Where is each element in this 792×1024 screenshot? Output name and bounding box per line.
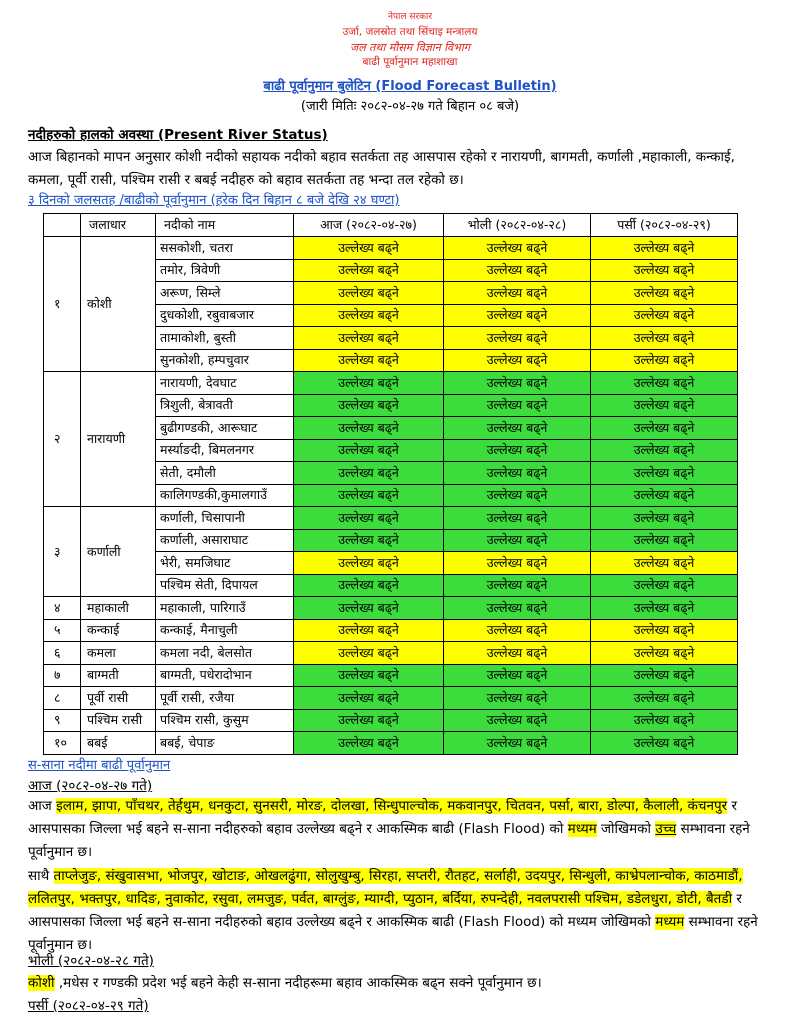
basin-name-cell: कन्काई — [81, 619, 156, 642]
basin-number-cell: ३ — [44, 507, 81, 597]
today-forecast-paragraph-1 — [28, 795, 770, 865]
river-station-cell: सुनकोशी, हम्पचुवार — [156, 349, 294, 372]
table-row — [44, 732, 738, 755]
forecast-cell-day-after: उल्लेख्य बढ्ने — [591, 282, 738, 305]
tomorrow-label: भोली (२०८२-०४-२८ गते) — [28, 953, 154, 969]
highlighted-text: कोशी — [28, 975, 55, 991]
river-station-cell: तमोर, त्रिवेणी — [156, 259, 294, 282]
forecast-cell-tomorrow: उल्लेख्य बढ्ने — [444, 349, 591, 372]
table-row — [44, 507, 738, 530]
forecast-cell-tomorrow: उल्लेख्य बढ्ने — [444, 259, 591, 282]
tomorrow-forecast-paragraph — [28, 972, 770, 995]
basin-number-cell: १० — [44, 732, 81, 755]
today-label: आज (२०८२-०४-२७ गते) — [28, 778, 153, 794]
forecast-cell-tomorrow: उल्लेख्य बढ्ने — [444, 574, 591, 597]
forecast-cell-today: उल्लेख्य बढ्ने — [294, 552, 444, 575]
table-row — [44, 597, 738, 620]
river-station-cell: कर्णाली, चिसापानी — [156, 507, 294, 530]
paragraph-text: आज — [28, 798, 57, 814]
forecast-cell-tomorrow: उल्लेख्य बढ्ने — [444, 282, 591, 305]
basin-name-cell: कर्णाली — [81, 507, 156, 597]
forecast-cell-today: उल्लेख्य बढ्ने — [294, 687, 444, 710]
river-station-cell: कर्णाली, असाराघाट — [156, 529, 294, 552]
forecast-cell-tomorrow: उल्लेख्य बढ्ने — [444, 709, 591, 732]
basin-number-cell: ४ — [44, 597, 81, 620]
today-forecast-paragraph-2 — [28, 865, 770, 957]
basin-name-cell: नारायणी — [81, 372, 156, 507]
basin-name-cell: कमला — [81, 642, 156, 665]
river-station-cell: कन्काई, मैनाचुली — [156, 619, 294, 642]
department-name: जल तथा मौसम विज्ञान विभाग — [350, 41, 470, 54]
basin-number-cell: १ — [44, 237, 81, 372]
forecast-cell-today: उल्लेख्य बढ्ने — [294, 259, 444, 282]
forecast-cell-tomorrow: उल्लेख्य बढ्ने — [444, 237, 591, 260]
forecast-cell-tomorrow: उल्लेख्य बढ्ने — [444, 664, 591, 687]
forecast-cell-tomorrow: उल्लेख्य बढ्ने — [444, 484, 591, 507]
river-station-cell: पश्चिम सेती, दिपायल — [156, 574, 294, 597]
table-row — [44, 237, 738, 260]
forecast-cell-tomorrow: उल्लेख्य बढ्ने — [444, 462, 591, 485]
column-header-today: आज (२०८२-०४-२७) — [294, 214, 444, 237]
table-row — [44, 372, 738, 395]
river-station-cell: पूर्वी रासी, रजैया — [156, 687, 294, 710]
column-header-number — [44, 214, 81, 237]
forecast-table-body — [44, 237, 738, 755]
forecast-cell-today: उल्लेख्य बढ्ने — [294, 529, 444, 552]
river-station-cell: त्रिशुली, बेत्रावती — [156, 394, 294, 417]
forecast-cell-today: उल्लेख्य बढ्ने — [294, 417, 444, 440]
column-header-tomorrow: भोली (२०८२-०४-२८) — [444, 214, 591, 237]
forecast-cell-tomorrow: उल्लेख्य बढ्ने — [444, 552, 591, 575]
forecast-cell-today: उल्लेख्य बढ्ने — [294, 349, 444, 372]
forecast-cell-day-after: उल्लेख्य बढ्ने — [591, 709, 738, 732]
forecast-cell-day-after: उल्लेख्य बढ्ने — [591, 529, 738, 552]
river-station-cell: तामाकोशी, बुस्ती — [156, 327, 294, 350]
paragraph-text: सम्भावना रहने पूर्वानुमान छ। — [28, 914, 758, 953]
paragraph-text: र आसपासका जिल्ला भई बहने स-साना नदीहरुको बहाव उल्लेख्य बढ्ने र आकस्मिक बाढी (Flash Flood) को — [28, 798, 737, 837]
river-station-cell: कालिगण्डकी,कुमालगाउँ — [156, 484, 294, 507]
issue-date: (जारी मितिः २०८२-०४-२७ गते बिहान ०८ बजे) — [300, 99, 520, 114]
table-header-row — [44, 214, 738, 237]
forecast-cell-today: उल्लेख्य बढ्ने — [294, 484, 444, 507]
paragraph-text: जोखिमको — [596, 821, 656, 837]
highlighted-text: मध्यम — [655, 914, 685, 930]
small-rivers-heading: स-साना नदीमा बाढी पूर्वानुमान — [28, 758, 171, 773]
forecast-cell-tomorrow: उल्लेख्य बढ्ने — [444, 597, 591, 620]
forecast-cell-day-after: उल्लेख्य बढ्ने — [591, 507, 738, 530]
forecast-cell-tomorrow: उल्लेख्य बढ्ने — [444, 619, 591, 642]
forecast-cell-tomorrow: उल्लेख्य बढ्ने — [444, 642, 591, 665]
forecast-cell-day-after: उल्लेख्य बढ्ने — [591, 574, 738, 597]
forecast-cell-day-after: उल्लेख्य बढ्ने — [591, 642, 738, 665]
river-station-cell: दुधकोशी, रबुवाबजार — [156, 304, 294, 327]
river-station-cell: पश्चिम रासी, कुसुम — [156, 709, 294, 732]
forecast-cell-day-after: उल्लेख्य बढ्ने — [591, 349, 738, 372]
government-name: नेपाल सरकार — [387, 12, 433, 22]
forecast-cell-day-after: उल्लेख्य बढ्ने — [591, 327, 738, 350]
basin-name-cell: महाकाली — [81, 597, 156, 620]
basin-number-cell: ८ — [44, 687, 81, 710]
forecast-cell-day-after: उल्लेख्य बढ्ने — [591, 259, 738, 282]
highlighted-text: उच्च — [655, 821, 677, 837]
basin-name-cell: कोशी — [81, 237, 156, 372]
forecast-cell-tomorrow: उल्लेख्य बढ्ने — [444, 372, 591, 395]
column-header-river: नदीको नाम — [156, 214, 294, 237]
basin-number-cell: ५ — [44, 619, 81, 642]
forecast-cell-day-after: उल्लेख्य बढ्ने — [591, 394, 738, 417]
present-status-heading: नदीहरुको हालको अवस्था (Present River Status) — [28, 127, 328, 143]
forecast-cell-day-after: उल्लेख्य बढ्ने — [591, 664, 738, 687]
forecast-cell-today: उल्लेख्य बढ्ने — [294, 664, 444, 687]
river-station-cell: मर्स्याङदी, बिमलनगर — [156, 439, 294, 462]
forecast-cell-today: उल्लेख्य बढ्ने — [294, 237, 444, 260]
highlighted-text: मध्यम — [567, 821, 597, 837]
forecast-cell-today: उल्लेख्य बढ्ने — [294, 282, 444, 305]
forecast-cell-today: उल्लेख्य बढ्ने — [294, 574, 444, 597]
table-row — [44, 619, 738, 642]
forecast-cell-day-after: उल्लेख्य बढ्ने — [591, 552, 738, 575]
day-after-label: पर्सी (२०८२-०४-२९ गते) — [28, 998, 149, 1014]
forecast-cell-day-after: उल्लेख्य बढ्ने — [591, 417, 738, 440]
division-name: बाढी पूर्वानुमान महाशाखा — [362, 56, 458, 68]
forecast-cell-today: उल्लेख्य बढ्ने — [294, 642, 444, 665]
river-station-cell: कमला नदी, बेलसोत — [156, 642, 294, 665]
river-station-cell: सेती, दमौली — [156, 462, 294, 485]
forecast-cell-tomorrow: उल्लेख्य बढ्ने — [444, 687, 591, 710]
basin-number-cell: २ — [44, 372, 81, 507]
forecast-cell-today: उल्लेख्य बढ्ने — [294, 304, 444, 327]
basin-number-cell: ६ — [44, 642, 81, 665]
forecast-cell-tomorrow: उल्लेख्य बढ्ने — [444, 732, 591, 755]
forecast-cell-day-after: उल्लेख्य बढ्ने — [591, 439, 738, 462]
paragraph-text: ,मधेस र गण्डकी प्रदेश भई बहने केही स-साना नदीहरूमा बहाव आकस्मिक बढ्न सक्ने पूर्वानुमान छ। — [54, 975, 542, 991]
forecast-cell-tomorrow: उल्लेख्य बढ्ने — [444, 439, 591, 462]
forecast-cell-tomorrow: उल्लेख्य बढ्ने — [444, 327, 591, 350]
paragraph-text: साथै — [28, 868, 54, 884]
forecast-cell-day-after: उल्लेख्य बढ्ने — [591, 372, 738, 395]
basin-name-cell: पूर्वी रासी — [81, 687, 156, 710]
forecast-cell-day-after: उल्लेख्य बढ्ने — [591, 619, 738, 642]
basin-name-cell: पश्चिम रासी — [81, 709, 156, 732]
forecast-cell-today: उल्लेख्य बढ्ने — [294, 597, 444, 620]
forecast-cell-day-after: उल्लेख्य बढ्ने — [591, 484, 738, 507]
basin-name-cell: बाग्मती — [81, 664, 156, 687]
table-row — [44, 709, 738, 732]
river-station-cell: भेरी, समजिघाट — [156, 552, 294, 575]
letterhead — [30, 10, 790, 70]
three-day-forecast-heading: ३ दिनको जलसतह /बाढीको पूर्वानुमान (हरेक दिन बिहान ८ बजे देखि २४ घण्टा) — [28, 193, 400, 208]
forecast-cell-today: उल्लेख्य बढ्ने — [294, 732, 444, 755]
paragraph-text: सम्भावना रहने पूर्वानुमान छ। — [28, 821, 750, 860]
river-forecast-table — [43, 213, 738, 755]
forecast-cell-day-after: उल्लेख्य बढ्ने — [591, 237, 738, 260]
forecast-cell-today: उल्लेख्य बढ्ने — [294, 709, 444, 732]
river-station-cell: बुढीगण्डकी, आरूघाट — [156, 417, 294, 440]
river-station-cell: अरूण, सिम्ले — [156, 282, 294, 305]
forecast-cell-tomorrow: उल्लेख्य बढ्ने — [444, 304, 591, 327]
river-station-cell: ससकोशी, चतरा — [156, 237, 294, 260]
forecast-cell-today: उल्लेख्य बढ्ने — [294, 439, 444, 462]
table-row — [44, 642, 738, 665]
table-row — [44, 664, 738, 687]
river-station-cell: महाकाली, पारिगाउँ — [156, 597, 294, 620]
forecast-cell-day-after: उल्लेख्य बढ्ने — [591, 462, 738, 485]
highlighted-text: इलाम, झापा, पाँचथर, तेर्हथुम, धनकुटा, सुनसरी, मोरङ, दोलखा, सिन्धुपाल्चोक, मकवानपुर, चितवन, पर्सा, बारा, डोल्पा, कैलाली, कंचनपुर — [56, 798, 728, 814]
highlighted-text: ताप्लेजुङ, संखुवासभा, भोजपुर, खोटाङ, ओखलढुंगा, सोलुखुम्बु, सिरहा, सप्तरी, रौतहट, सर्लाही, उदयपुर, सिन्धुली, काभ्रेपलान्चोक, काठमाडौं, ललितपुर, भक्तपुर, धादिङ, नुवाकोट, रसुवा, लमजुङ, पर्वत, बाग्लुंङ, म्याग्दी, प्युठान, बर्दिया, रुपन्देही, नवलपरासी पश्चिम, डडेलधुरा, डोटी, बैतडी — [28, 868, 743, 907]
bulletin-title: बाढी पूर्वानुमान बुलेटिन (Flood Forecast Bulletin) — [263, 79, 557, 94]
column-header-basin: जलाधार — [81, 214, 156, 237]
forecast-cell-tomorrow: उल्लेख्य बढ्ने — [444, 394, 591, 417]
river-station-cell: बाग्मती, पधेरादोभान — [156, 664, 294, 687]
forecast-cell-tomorrow: उल्लेख्य बढ्ने — [444, 529, 591, 552]
forecast-cell-day-after: उल्लेख्य बढ्ने — [591, 687, 738, 710]
column-header-day-after: पर्सी (२०८२-०४-२९) — [591, 214, 738, 237]
basin-number-cell: ७ — [44, 664, 81, 687]
forecast-cell-day-after: उल्लेख्य बढ्ने — [591, 597, 738, 620]
basin-number-cell: ९ — [44, 709, 81, 732]
forecast-cell-tomorrow: उल्लेख्य बढ्ने — [444, 507, 591, 530]
forecast-cell-day-after: उल्लेख्य बढ्ने — [591, 304, 738, 327]
forecast-cell-today: उल्लेख्य बढ्ने — [294, 507, 444, 530]
forecast-cell-day-after: उल्लेख्य बढ्ने — [591, 732, 738, 755]
river-station-cell: बबई, चेपाङ — [156, 732, 294, 755]
forecast-cell-today: उल्लेख्य बढ्ने — [294, 462, 444, 485]
paragraph-text: र आसपासका जिल्ला भई बहने स-साना नदीहरुको बहाव उल्लेख्य बढ्ने र आकस्मिक बाढी (Flash Flood) को मध्यम जोखिमको — [28, 891, 742, 930]
river-station-cell: नारायणी, देवघाट — [156, 372, 294, 395]
forecast-cell-today: उल्लेख्य बढ्ने — [294, 619, 444, 642]
forecast-cell-today: उल्लेख्य बढ्ने — [294, 372, 444, 395]
forecast-cell-tomorrow: उल्लेख्य बढ्ने — [444, 417, 591, 440]
present-status-text: आज बिहानको मापन अनुसार कोशी नदीको सहायक नदीको बहाव सतर्कता तह आसपास रहेको र नारायणी, बागमती, कर्णाली ,महाकाली, कन्काई, कमला, पूर्वी रासी, पश्चिम रासी र बबई नदीहरु को बहाव सतर्कता तह भन्दा तल रहेको छ। — [28, 149, 735, 188]
ministry-name: उर्जा, जलस्रोत तथा सिंचाइ मन्त्रालय — [342, 26, 478, 38]
forecast-cell-today: उल्लेख्य बढ्ने — [294, 327, 444, 350]
table-row — [44, 687, 738, 710]
forecast-cell-today: उल्लेख्य बढ्ने — [294, 394, 444, 417]
basin-name-cell: बबई — [81, 732, 156, 755]
